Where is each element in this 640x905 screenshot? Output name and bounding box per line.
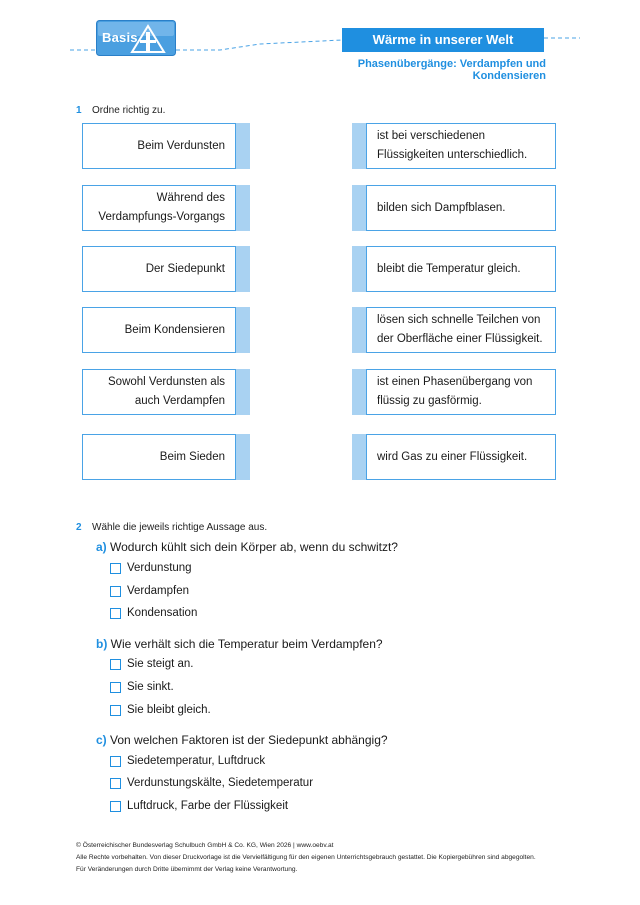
exercise-2-heading	[76, 517, 267, 535]
match-right-item[interactable]	[366, 123, 556, 169]
option-label: Sie sinkt.	[127, 681, 174, 693]
option-label: Sie bleibt gleich.	[127, 704, 211, 716]
option-label: Luftdruck, Farbe der Flüssigkeit	[127, 800, 289, 812]
checkbox-icon[interactable]	[110, 586, 121, 597]
match-left-text: Sowohl Verdunsten als auch Verdampfen	[108, 376, 225, 407]
match-connector-tab	[236, 369, 250, 415]
match-connector-tab	[236, 307, 250, 353]
match-right-text: bilden sich Dampfblasen.	[377, 201, 506, 214]
match-left-text: Während des Verdampfungs-Vorgangs	[98, 192, 225, 223]
checkbox-icon[interactable]	[110, 705, 121, 716]
question-text: Von welchen Faktoren ist der Siedepunkt abhängig?	[110, 733, 388, 747]
match-right-item[interactable]	[366, 246, 556, 292]
match-left-item[interactable]	[82, 434, 236, 480]
worksheet-title: Wärme in unserer Welt	[342, 28, 544, 52]
logo-text: Basis	[102, 30, 138, 45]
checkbox-icon[interactable]	[110, 682, 121, 693]
exercise-1-heading	[76, 100, 165, 118]
answer-option[interactable]	[110, 585, 189, 597]
match-right-text: wird Gas zu einer Flüssigkeit.	[377, 450, 528, 463]
worksheet-subtitle: Phasenübergänge: Verdampfen und Kondensieren	[357, 58, 546, 82]
footer	[76, 840, 616, 876]
option-label: Verdunstungskälte, Siedetemperatur	[127, 777, 314, 789]
answer-option[interactable]	[110, 704, 211, 716]
match-right-text: ist einen Phasenübergang von flüssig zu gasförmig.	[377, 376, 533, 407]
match-connector-tab	[352, 434, 366, 480]
match-right-text: ist bei verschiedenen Flüssigkeiten unterschiedlich.	[377, 130, 528, 161]
match-right-item[interactable]	[366, 307, 556, 353]
exercise-instruction: Wähle die jeweils richtige Aussage aus.	[92, 522, 268, 533]
match-left-text: Beim Kondensieren	[124, 323, 225, 336]
footer-copyright: © Österreichischer Bundesverlag Schulbuch GmbH & Co. KG, Wien 2026 | www.oebv.at	[76, 842, 334, 849]
match-connector-tab	[236, 246, 250, 292]
checkbox-icon[interactable]	[110, 563, 121, 574]
checkbox-icon[interactable]	[110, 608, 121, 619]
basis-logo	[96, 20, 176, 56]
checkbox-icon[interactable]	[110, 659, 121, 670]
answer-option[interactable]	[110, 755, 265, 767]
option-label: Siedetemperatur, Luftdruck	[127, 755, 266, 767]
footer-disclaimer: Für Veränderungen durch Dritte übernimmt der Verlag keine Verantwortung.	[76, 866, 298, 873]
match-right-text: bleibt die Temperatur gleich.	[377, 262, 521, 275]
match-right-item[interactable]	[366, 185, 556, 231]
option-label: Kondensation	[127, 607, 198, 619]
match-connector-tab	[352, 307, 366, 353]
question-c	[96, 733, 388, 747]
match-connector-tab	[352, 123, 366, 169]
exercise-number: 1	[76, 105, 82, 116]
checkbox-icon[interactable]	[110, 778, 121, 789]
match-connector-tab	[236, 123, 250, 169]
option-label: Sie steigt an.	[127, 658, 194, 670]
match-left-item[interactable]	[82, 246, 236, 292]
match-left-text: Beim Verdunsten	[137, 139, 225, 152]
match-left-item[interactable]	[82, 369, 236, 415]
answer-option[interactable]	[110, 562, 192, 574]
match-connector-tab	[236, 434, 250, 480]
match-connector-tab	[236, 185, 250, 231]
question-label: c)	[96, 733, 107, 747]
question-a	[96, 540, 398, 554]
match-right-item[interactable]	[366, 369, 556, 415]
exercise-number: 2	[76, 522, 82, 533]
checkbox-icon[interactable]	[110, 801, 121, 812]
match-left-item[interactable]	[82, 185, 236, 231]
match-right-item[interactable]	[366, 434, 556, 480]
checkbox-icon[interactable]	[110, 756, 121, 767]
match-left-item[interactable]	[82, 123, 236, 169]
match-left-text: Der Siedepunkt	[145, 262, 225, 275]
match-right-text: lösen sich schnelle Teilchen von der Oberfläche einer Flüssigkeit.	[377, 314, 543, 345]
question-text: Wie verhält sich die Temperatur beim Verdampfen?	[110, 637, 383, 651]
match-connector-tab	[352, 246, 366, 292]
option-label: Verdunstung	[127, 562, 192, 574]
match-connector-tab	[352, 369, 366, 415]
answer-option[interactable]	[110, 777, 313, 789]
option-label: Verdampfen	[127, 585, 190, 597]
answer-option[interactable]	[110, 681, 174, 693]
footer-rights: Alle Rechte vorbehalten. Von dieser Druckvorlage ist die Vervielfältigung für den eigenen Unterrichtsgebrauch gestattet. Die Kopiergebühren sind abgegolten.	[76, 854, 536, 861]
match-left-text: Beim Sieden	[159, 450, 225, 463]
exercise-instruction: Ordne richtig zu.	[92, 105, 166, 116]
match-left-item[interactable]	[82, 307, 236, 353]
match-connector-tab	[352, 185, 366, 231]
answer-option[interactable]	[110, 607, 197, 619]
answer-option[interactable]	[110, 658, 193, 670]
answer-option[interactable]	[110, 800, 288, 812]
question-b	[96, 637, 383, 651]
question-text: Wodurch kühlt sich dein Körper ab, wenn du schwitzt?	[110, 540, 398, 554]
question-label: b)	[96, 637, 108, 651]
question-label: a)	[96, 540, 107, 554]
